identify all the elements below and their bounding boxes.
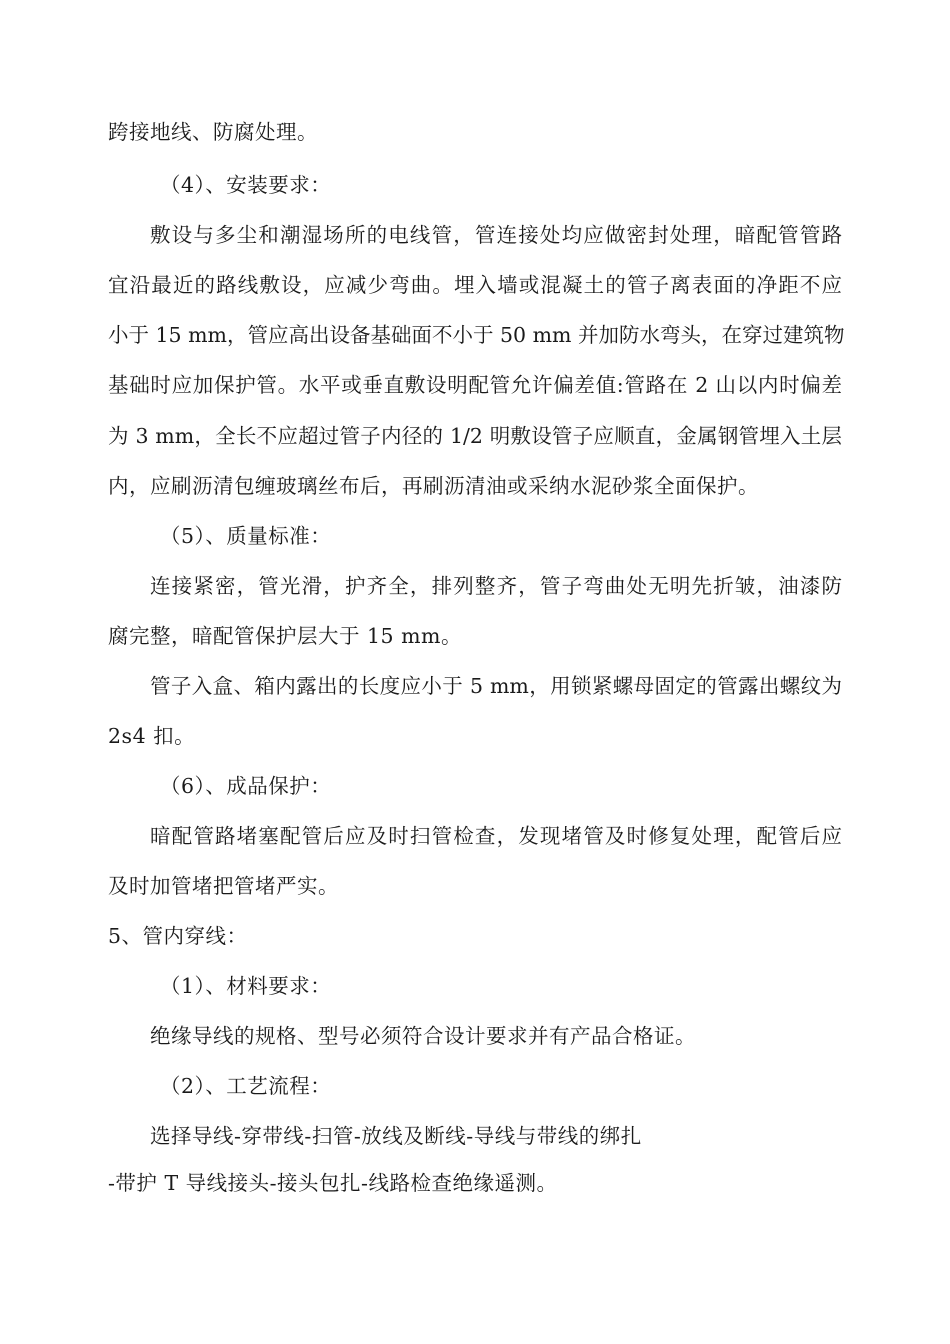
paragraph-line: 绝缘导线的规格、型号必须符合设计要求并有产品合格证。 [150,1024,696,1048]
paragraph-line: 2s4 扣。 [108,724,196,748]
section-heading: （1）、材料要求： [160,974,332,998]
paragraph-line: 敷设与多尘和潮湿场所的电线管，管连接处均应做密封处理，暗配管管路 [150,223,842,247]
section-heading: （5）、质量标准： [160,524,332,548]
section-heading: 5、管内穿线： [108,924,248,948]
paragraph-line: 为 3 mm，全长不应超过管子内径的 1/2 明敷设管子应顺直，金属钢管埋入土层 [108,424,842,448]
paragraph-line: 及时加管堵把管堵严实。 [108,874,339,898]
paragraph-line: 暗配管路堵塞配管后应及时扫管检查，发现堵管及时修复处理，配管后应 [150,824,842,848]
paragraph-line: 内，应刷沥清包缠玻璃丝布后，再刷沥清油或采纳水泥砂浆全面保护。 [108,474,759,498]
paragraph-line: 管子入盒、箱内露出的长度应小于 5 mm，用锁紧螺母固定的管露出螺纹为 [150,674,842,698]
paragraph-line: 选择导线-穿带线-扫管-放线及断线-导线与带线的绑扎 [150,1124,642,1148]
paragraph-line: 基础时应加保护管。水平或垂直敷设明配管允许偏差值:管路在 2 山以内时偏差 [108,373,842,397]
section-heading: （6）、成品保护： [160,774,332,798]
section-heading: （2）、工艺流程： [160,1074,332,1098]
paragraph-line: -带护 T 导线接头-接头包扎-线路检查绝缘遥测。 [108,1171,558,1195]
paragraph-line: 小于 15 mm，管应高出设备基础面不小于 50 mm 并加防水弯头，在穿过建筑物 [108,323,845,347]
paragraph-line: 宜沿最近的路线敷设，应减少弯曲。埋入墙或混凝土的管子离表面的净距不应 [108,273,842,297]
paragraph-line: 连接紧密，管光滑，护齐全，排列整齐，管子弯曲处无明先折皱，油漆防 [150,574,842,598]
paragraph-line: 腐完整，暗配管保护层大于 15 mm。 [108,624,462,648]
paragraph-line: 跨接地线、防腐处理。 [108,120,318,144]
section-heading: （4）、安装要求： [160,173,332,197]
